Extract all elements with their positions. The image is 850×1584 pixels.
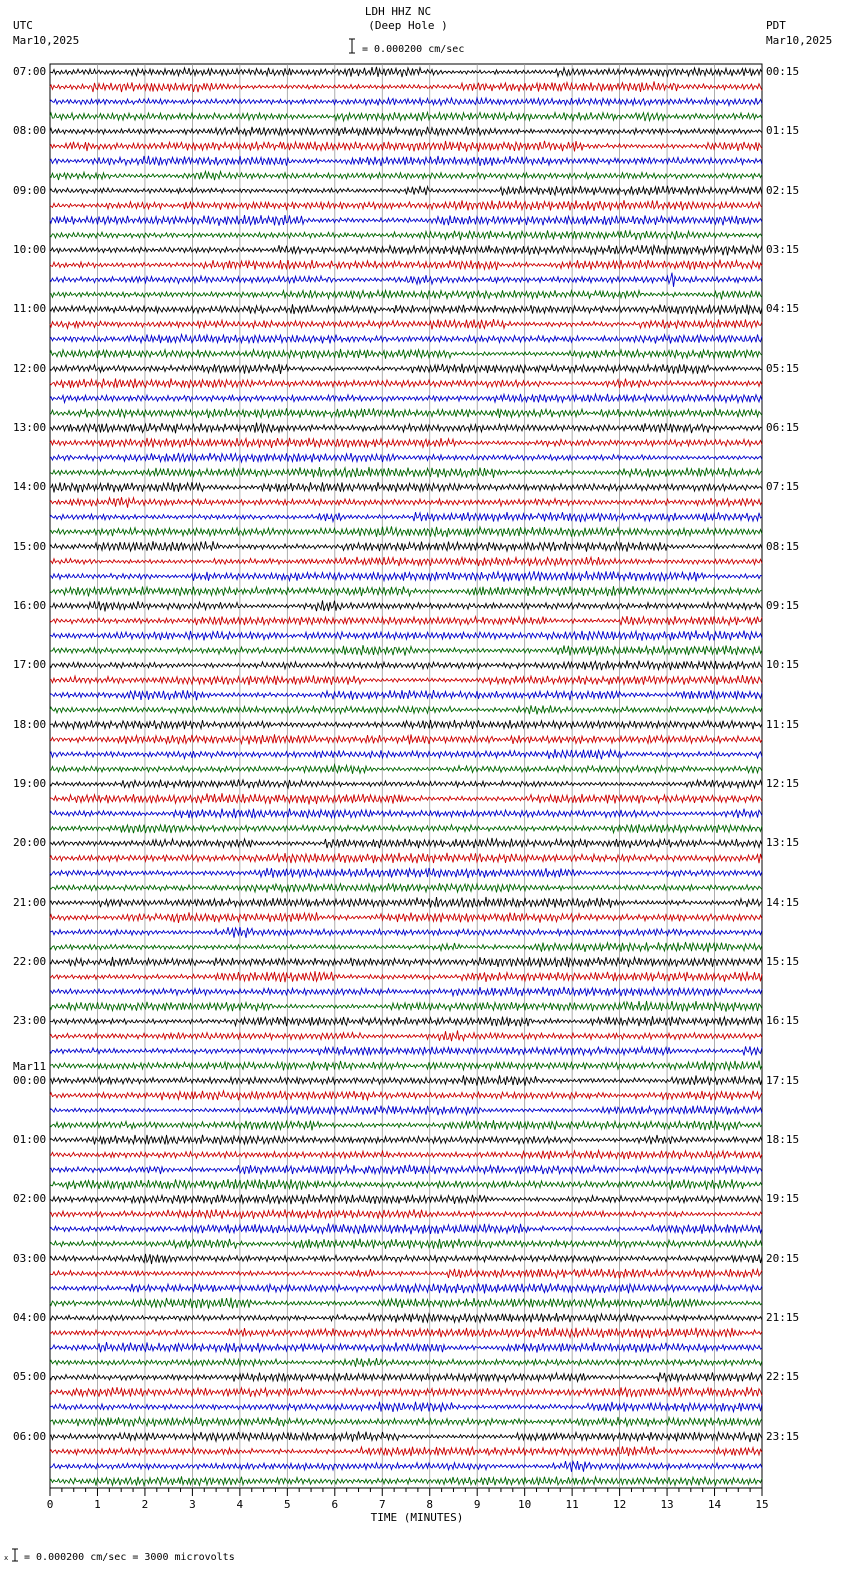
trace-line: [50, 290, 762, 299]
trace-line: [50, 512, 762, 522]
footer-scale-icon: [4, 1548, 20, 1562]
right-hour-label: 17:15: [766, 1073, 800, 1087]
trace-line: [50, 171, 762, 180]
trace-line: [50, 1075, 762, 1085]
left-hour-label: 16:00: [13, 598, 47, 612]
x-tick-label: 13: [660, 1498, 674, 1511]
trace-line: [50, 334, 762, 343]
footer-scale-label: = 0.000200 cm/sec = 3000 microvolts: [24, 1552, 235, 1563]
right-hour-label: 14:15: [766, 895, 800, 909]
trace-line: [50, 557, 762, 566]
trace-line: [50, 186, 762, 196]
trace-line: [50, 1031, 762, 1042]
trace-line: [50, 1372, 762, 1381]
left-hour-label: 03:00: [13, 1251, 47, 1265]
right-hour-label: 02:15: [766, 183, 800, 197]
trace-line: [50, 1284, 762, 1294]
trace-line: [50, 586, 762, 596]
trace-line: [50, 497, 762, 508]
trace-line: [50, 1120, 762, 1130]
right-hour-label: 04:15: [766, 302, 800, 316]
right-hour-label: 12:15: [766, 776, 800, 790]
x-tick-label: 4: [236, 1498, 244, 1511]
trace-line: [50, 780, 762, 789]
trace-line: [50, 720, 762, 729]
x-tick-label: 1: [94, 1498, 101, 1511]
x-tick-label: 6: [331, 1498, 339, 1511]
x-axis-label: TIME (MINUTES): [370, 1511, 464, 1524]
trace-line: [50, 364, 762, 374]
trace-line: [50, 1342, 762, 1353]
trace-line: [50, 927, 762, 938]
x-tick-label: 0: [46, 1498, 54, 1511]
left-hour-label: 13:00: [13, 420, 47, 434]
right-hour-label: 08:15: [766, 539, 800, 553]
trace-line: [50, 1179, 762, 1190]
trace-line: [50, 1298, 762, 1309]
trace-line: [50, 273, 762, 287]
left-hour-label: 00:00: [13, 1073, 47, 1087]
left-hour-label: 09:00: [13, 183, 47, 197]
left-hour-label: 11:00: [13, 302, 47, 316]
trace-line: [50, 1046, 762, 1055]
left-timezone: UTC: [13, 19, 33, 32]
left-hour-label: 01:00: [13, 1132, 47, 1146]
date-change-label: Mar11: [13, 1059, 47, 1073]
right-hour-label: 07:15: [766, 480, 800, 494]
x-tick-label: 8: [426, 1498, 434, 1511]
right-date: Mar10,2025: [766, 34, 833, 47]
left-hour-label: 10:00: [13, 242, 47, 256]
trace-line: [50, 526, 762, 537]
x-tick-label: 10: [518, 1498, 532, 1511]
right-hour-label: 19:15: [766, 1192, 800, 1206]
left-date: Mar10,2025: [13, 34, 80, 47]
trace-line: [50, 1269, 762, 1279]
trace-line: [50, 423, 762, 434]
trace-line: [50, 304, 762, 314]
trace-line: [50, 971, 762, 982]
trace-line: [50, 1165, 762, 1175]
left-hour-label: 08:00: [13, 124, 47, 138]
svg-text:x: x: [4, 1554, 9, 1562]
trace-line: [50, 705, 762, 714]
trace-line: [50, 1417, 762, 1427]
trace-line: [50, 1194, 762, 1204]
x-tick-label: 11: [565, 1498, 579, 1511]
plot-title: LDH HHZ NC: [364, 5, 432, 18]
right-hour-label: 06:15: [766, 420, 800, 434]
trace-line: [50, 112, 762, 121]
station-name: (Deep Hole ): [368, 19, 448, 32]
trace-line: [50, 809, 762, 819]
left-hour-label: 07:00: [13, 65, 47, 78]
trace-line: [50, 1446, 762, 1456]
left-hour-label: 06:00: [13, 1429, 47, 1443]
right-hour-label: 03:15: [766, 242, 800, 256]
left-hour-label: 22:00: [13, 954, 47, 968]
right-hour-label: 22:15: [766, 1370, 800, 1384]
trace-line: [50, 1016, 762, 1026]
trace-line: [50, 245, 762, 255]
x-tick-label: 9: [473, 1498, 481, 1511]
trace-line: [50, 1209, 762, 1219]
trace-line: [50, 616, 762, 625]
trace-line: [50, 349, 762, 359]
trace-line: [50, 1358, 762, 1367]
trace-line: [50, 378, 762, 388]
trace-line: [50, 67, 762, 77]
trace-line: [50, 645, 762, 655]
trace-line: [50, 1476, 762, 1485]
trace-line: [50, 141, 762, 152]
trace-line: [50, 897, 762, 908]
right-hour-label: 20:15: [766, 1251, 800, 1265]
right-hour-label: 05:15: [766, 361, 800, 375]
trace-line: [50, 81, 762, 92]
right-hour-label: 00:15: [766, 65, 800, 78]
x-tick-label: 7: [378, 1498, 386, 1511]
trace-line: [50, 1327, 762, 1338]
trace-line: [50, 1135, 762, 1145]
trace-line: [50, 408, 762, 418]
trace-line: [50, 824, 762, 833]
x-tick-label: 3: [189, 1498, 196, 1511]
left-hour-label: 19:00: [13, 776, 47, 790]
trace-line: [50, 541, 762, 552]
right-hour-label: 21:15: [766, 1310, 800, 1324]
trace-line: [50, 912, 762, 923]
trace-line: [50, 571, 762, 582]
trace-line: [50, 1224, 762, 1235]
trace-line: [50, 467, 762, 478]
trace-line: [50, 453, 762, 462]
trace-line: [50, 1061, 762, 1071]
trace-line: [50, 319, 762, 329]
trace-group: [50, 67, 762, 1486]
scale-label: = 0.000200 cm/sec: [362, 44, 465, 55]
trace-line: [50, 1254, 762, 1264]
trace-line: [50, 1387, 762, 1397]
left-hour-label: 12:00: [13, 361, 47, 375]
trace-line: [50, 868, 762, 878]
x-tick-label: 2: [141, 1498, 149, 1511]
right-hour-label: 13:15: [766, 836, 800, 850]
trace-line: [50, 883, 762, 892]
trace-line: [50, 438, 762, 448]
right-hour-label: 18:15: [766, 1132, 800, 1146]
trace-line: [50, 156, 762, 166]
trace-line: [50, 765, 762, 774]
right-hour-label: 01:15: [766, 124, 800, 138]
x-tick-label: 14: [707, 1498, 722, 1511]
trace-line: [50, 230, 762, 240]
trace-line: [50, 853, 762, 864]
left-hour-label: 04:00: [13, 1310, 47, 1324]
left-hour-label: 20:00: [13, 836, 47, 850]
left-hour-label: 21:00: [13, 895, 47, 909]
trace-line: [50, 482, 762, 493]
trace-line: [50, 1150, 762, 1159]
left-hour-label: 15:00: [13, 539, 47, 553]
x-tick-label: 12: [612, 1498, 627, 1511]
left-hour-label: 02:00: [13, 1192, 47, 1206]
trace-line: [50, 630, 762, 640]
trace-line: [50, 793, 762, 804]
left-hour-label: 14:00: [13, 480, 47, 494]
right-timezone: PDT: [766, 19, 786, 32]
x-tick-label: 15: [755, 1498, 769, 1511]
trace-line: [50, 1106, 762, 1115]
right-hour-label: 09:15: [766, 598, 800, 612]
right-hour-label: 16:15: [766, 1014, 800, 1028]
trace-line: [50, 749, 762, 759]
trace-line: [50, 1091, 762, 1101]
trace-line: [50, 1313, 762, 1323]
left-hour-label: 17:00: [13, 658, 47, 672]
trace-line: [50, 675, 762, 685]
x-axis: [47, 1488, 769, 1511]
left-hour-label: 23:00: [13, 1014, 47, 1028]
trace-line: [50, 661, 762, 671]
trace-line: [50, 200, 762, 211]
x-tick-label: 5: [284, 1498, 291, 1511]
trace-line: [50, 734, 762, 744]
trace-line: [50, 1402, 762, 1412]
right-hour-label: 10:15: [766, 658, 800, 672]
right-hour-label: 15:15: [766, 954, 800, 968]
trace-line: [50, 394, 762, 403]
trace-line: [50, 260, 762, 270]
left-hour-label: 18:00: [13, 717, 47, 731]
trace-line: [50, 987, 762, 996]
trace-line: [50, 942, 762, 952]
trace-line: [50, 600, 762, 611]
trace-line: [50, 1461, 762, 1472]
trace-line: [50, 215, 762, 226]
right-hour-label: 23:15: [766, 1429, 800, 1443]
trace-line: [50, 1432, 762, 1443]
trace-line: [50, 690, 762, 700]
right-hour-label: 11:15: [766, 717, 800, 731]
trace-line: [50, 127, 762, 136]
left-hour-label: 05:00: [13, 1370, 47, 1384]
trace-line: [50, 1001, 762, 1012]
trace-line: [50, 838, 762, 848]
trace-line: [50, 98, 762, 106]
trace-line: [50, 1239, 762, 1249]
trace-line: [50, 957, 762, 967]
